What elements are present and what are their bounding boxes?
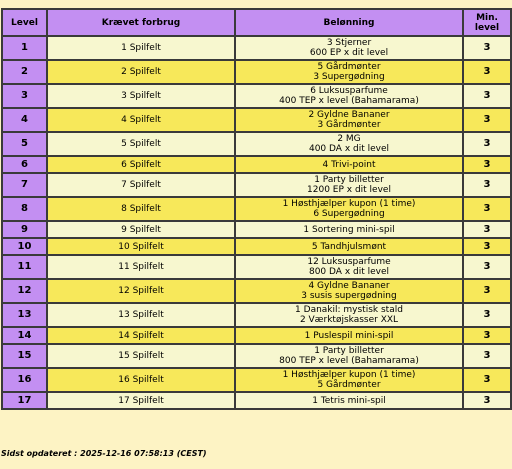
row-level-cell	[2, 255, 47, 279]
header-level: Level	[2, 9, 47, 36]
row-level-cell-text: 6	[21, 158, 28, 170]
row-requirement-cell-text: 14 Spilfelt	[118, 330, 164, 341]
row-min-level-cell-text: 3	[483, 66, 491, 77]
header-min-level	[463, 9, 511, 36]
row-reward-cell-text: 1 Puslespil mini-spil	[304, 330, 394, 341]
row-reward-cell-text: 5 Gårdmønter 3 Supergødning	[313, 62, 385, 82]
row-min-level-cell-text: 3	[483, 261, 491, 272]
row-level-cell-text: 5	[21, 138, 28, 149]
row-reward-cell	[235, 221, 463, 238]
row-min-level-cell-text: 3	[483, 42, 491, 53]
table-row	[2, 60, 511, 84]
table-row	[2, 221, 511, 238]
row-level-cell	[2, 344, 47, 368]
table-row	[2, 255, 511, 279]
row-min-level-cell-text: 3	[483, 350, 491, 361]
row-requirement-cell	[47, 392, 235, 409]
row-requirement-cell	[47, 84, 235, 108]
table-row	[2, 173, 511, 197]
row-min-level-cell	[463, 132, 511, 156]
row-min-level-cell	[463, 221, 511, 238]
row-requirement-cell	[47, 173, 235, 197]
table-row	[2, 327, 511, 344]
row-level-cell-text: 12	[17, 285, 32, 296]
row-min-level-cell	[463, 327, 511, 344]
row-level-cell	[2, 173, 47, 197]
row-requirement-cell-text: 2 Spilfelt	[121, 67, 161, 77]
row-reward-cell	[235, 36, 463, 60]
table-row	[2, 197, 511, 221]
table-row	[2, 392, 511, 409]
row-reward-cell-text: 4 Gyldne Bananer 3 susis supergødning	[301, 281, 397, 301]
row-requirement-cell	[47, 108, 235, 132]
row-min-level-cell-text: 3	[483, 240, 491, 252]
row-reward-cell-text: 6 Luksusparfume 400 TEP x level (Bahamarama)	[279, 86, 419, 106]
table-row	[2, 108, 511, 132]
row-reward-cell	[235, 197, 463, 221]
row-reward-cell	[235, 344, 463, 368]
row-requirement-cell-text: 5 Spilfelt	[121, 139, 161, 149]
row-requirement-cell	[47, 60, 235, 84]
row-level-cell	[2, 327, 47, 344]
row-min-level-cell-text: 3	[483, 309, 491, 320]
row-min-level-cell	[463, 344, 511, 368]
row-requirement-cell-text: 1 Spilfelt	[121, 43, 161, 53]
row-level-cell-text: 1	[21, 42, 28, 53]
row-level-cell	[2, 368, 47, 392]
table-row	[2, 368, 511, 392]
row-min-level-cell-text: 3	[483, 138, 491, 149]
table-row	[2, 303, 511, 327]
row-min-level-cell-text: 3	[483, 90, 491, 101]
row-min-level-cell-text: 3	[483, 329, 491, 341]
row-reward-cell	[235, 132, 463, 156]
row-min-level-cell	[463, 36, 511, 60]
row-reward-cell	[235, 238, 463, 255]
row-requirement-cell	[47, 344, 235, 368]
row-requirement-cell-text: 12 Spilfelt	[118, 286, 164, 296]
table-body	[2, 36, 511, 409]
row-requirement-cell	[47, 238, 235, 255]
row-level-cell-text: 7	[21, 179, 28, 190]
row-reward-cell	[235, 84, 463, 108]
row-requirement-cell	[47, 255, 235, 279]
table-row	[2, 84, 511, 108]
row-min-level-cell	[463, 303, 511, 327]
row-requirement-cell-text: 16 Spilfelt	[118, 375, 164, 385]
row-min-level-cell	[463, 108, 511, 132]
row-requirement-cell	[47, 132, 235, 156]
table-row	[2, 156, 511, 173]
header-requirement: Krævet forbrug	[47, 9, 235, 36]
row-min-level-cell	[463, 60, 511, 84]
row-reward-cell-text: 1 Høsthjælper kupon (1 time) 6 Supergødning	[282, 199, 416, 219]
row-min-level-cell	[463, 156, 511, 173]
row-requirement-cell-text: 13 Spilfelt	[118, 310, 164, 320]
row-level-cell	[2, 36, 47, 60]
row-level-cell-text: 14	[17, 329, 32, 341]
row-level-cell	[2, 156, 47, 173]
row-requirement-cell-text: 15 Spilfelt	[118, 351, 164, 361]
row-reward-cell	[235, 279, 463, 303]
row-requirement-cell	[47, 221, 235, 238]
table-header-row	[2, 9, 511, 36]
row-min-level-cell	[463, 368, 511, 392]
row-reward-cell	[235, 255, 463, 279]
row-min-level-cell-text: 3	[483, 179, 491, 190]
row-level-cell-text: 9	[21, 223, 28, 235]
row-level-cell-text: 17	[17, 394, 32, 406]
row-min-level-cell	[463, 392, 511, 409]
row-reward-cell	[235, 156, 463, 173]
row-requirement-cell-text: 10 Spilfelt	[118, 241, 164, 252]
row-min-level-cell	[463, 279, 511, 303]
row-level-cell-text: 16	[17, 374, 32, 385]
row-requirement-cell	[47, 368, 235, 392]
row-reward-cell-text: 1 Party billetter 800 TEP x level (Bahamarama)	[279, 346, 419, 366]
row-reward-cell-text: 4 Trivi-point	[322, 159, 376, 170]
row-requirement-cell-text: 9 Spilfelt	[121, 224, 161, 235]
row-reward-cell	[235, 368, 463, 392]
row-min-level-cell-text: 3	[483, 394, 491, 406]
row-reward-cell	[235, 303, 463, 327]
row-min-level-cell	[463, 84, 511, 108]
last-updated-footer: Sidst opdateret : 2025-12-16 07:58:13 (CEST)	[1, 449, 207, 458]
row-min-level-cell-text: 3	[483, 285, 491, 296]
row-reward-cell-text: 1 Danakil: mystisk stald 2 Værktøjskasser XXL	[295, 305, 403, 325]
row-reward-cell-text: 1 Tetris mini-spil	[312, 395, 386, 406]
row-min-level-cell	[463, 173, 511, 197]
table-row	[2, 132, 511, 156]
row-requirement-cell-text: 7 Spilfelt	[121, 180, 161, 190]
row-requirement-cell	[47, 279, 235, 303]
row-reward-cell-text: 3 Stjerner 600 EP x dit level	[309, 38, 389, 58]
row-requirement-cell	[47, 36, 235, 60]
row-requirement-cell-text: 3 Spilfelt	[121, 91, 161, 101]
row-level-cell	[2, 279, 47, 303]
row-level-cell	[2, 221, 47, 238]
row-reward-cell	[235, 173, 463, 197]
row-reward-cell	[235, 60, 463, 84]
row-level-cell	[2, 303, 47, 327]
row-level-cell-text: 13	[17, 309, 32, 320]
row-reward-cell-text: 12 Luksusparfume 800 DA x dit level	[307, 257, 391, 277]
row-min-level-cell-text: 3	[483, 158, 491, 170]
table-row	[2, 36, 511, 60]
row-level-cell	[2, 60, 47, 84]
row-level-cell-text: 11	[17, 261, 32, 272]
row-level-cell	[2, 238, 47, 255]
row-min-level-cell	[463, 255, 511, 279]
table-row	[2, 344, 511, 368]
row-reward-cell-text: 1 Sortering mini-spil	[303, 224, 395, 235]
row-requirement-cell-text: 17 Spilfelt	[118, 395, 164, 406]
row-requirement-cell-text: 11 Spilfelt	[118, 262, 164, 272]
row-requirement-cell	[47, 156, 235, 173]
row-level-cell-text: 4	[21, 114, 28, 125]
table-row	[2, 279, 511, 303]
row-level-cell-text: 8	[21, 203, 28, 214]
row-min-level-cell	[463, 197, 511, 221]
row-reward-cell-text: 2 MG 400 DA x dit level	[308, 134, 390, 154]
row-requirement-cell-text: 4 Spilfelt	[121, 115, 161, 125]
row-level-cell-text: 15	[17, 350, 32, 361]
row-reward-cell	[235, 327, 463, 344]
row-reward-cell-text: 1 Høsthjælper kupon (1 time) 5 Gårdmønter	[282, 370, 416, 390]
header-reward: Belønning	[235, 9, 463, 36]
row-min-level-cell-text: 3	[483, 223, 491, 235]
row-level-cell	[2, 84, 47, 108]
row-requirement-cell	[47, 303, 235, 327]
row-level-cell	[2, 108, 47, 132]
row-requirement-cell-text: 8 Spilfelt	[121, 204, 161, 214]
row-requirement-cell	[47, 197, 235, 221]
rewards-table	[1, 8, 512, 410]
row-min-level-cell	[463, 238, 511, 255]
row-reward-cell	[235, 392, 463, 409]
row-reward-cell-text: 5 Tandhjulsmønt	[311, 241, 387, 252]
row-level-cell	[2, 197, 47, 221]
row-level-cell	[2, 392, 47, 409]
row-min-level-cell-text: 3	[483, 203, 491, 214]
row-reward-cell-text: 2 Gyldne Bananer 3 Gårdmønter	[308, 110, 390, 130]
row-reward-cell	[235, 108, 463, 132]
row-level-cell-text: 10	[17, 240, 32, 252]
header-min-level-label: Min. level	[474, 12, 500, 33]
row-level-cell-text: 3	[21, 90, 28, 101]
row-min-level-cell-text: 3	[483, 374, 491, 385]
row-level-cell-text: 2	[21, 66, 28, 77]
row-level-cell	[2, 132, 47, 156]
table-row	[2, 238, 511, 255]
row-requirement-cell	[47, 327, 235, 344]
row-requirement-cell-text: 6 Spilfelt	[121, 159, 161, 170]
row-min-level-cell-text: 3	[483, 114, 491, 125]
row-reward-cell-text: 1 Party billetter 1200 EP x dit level	[307, 175, 391, 195]
